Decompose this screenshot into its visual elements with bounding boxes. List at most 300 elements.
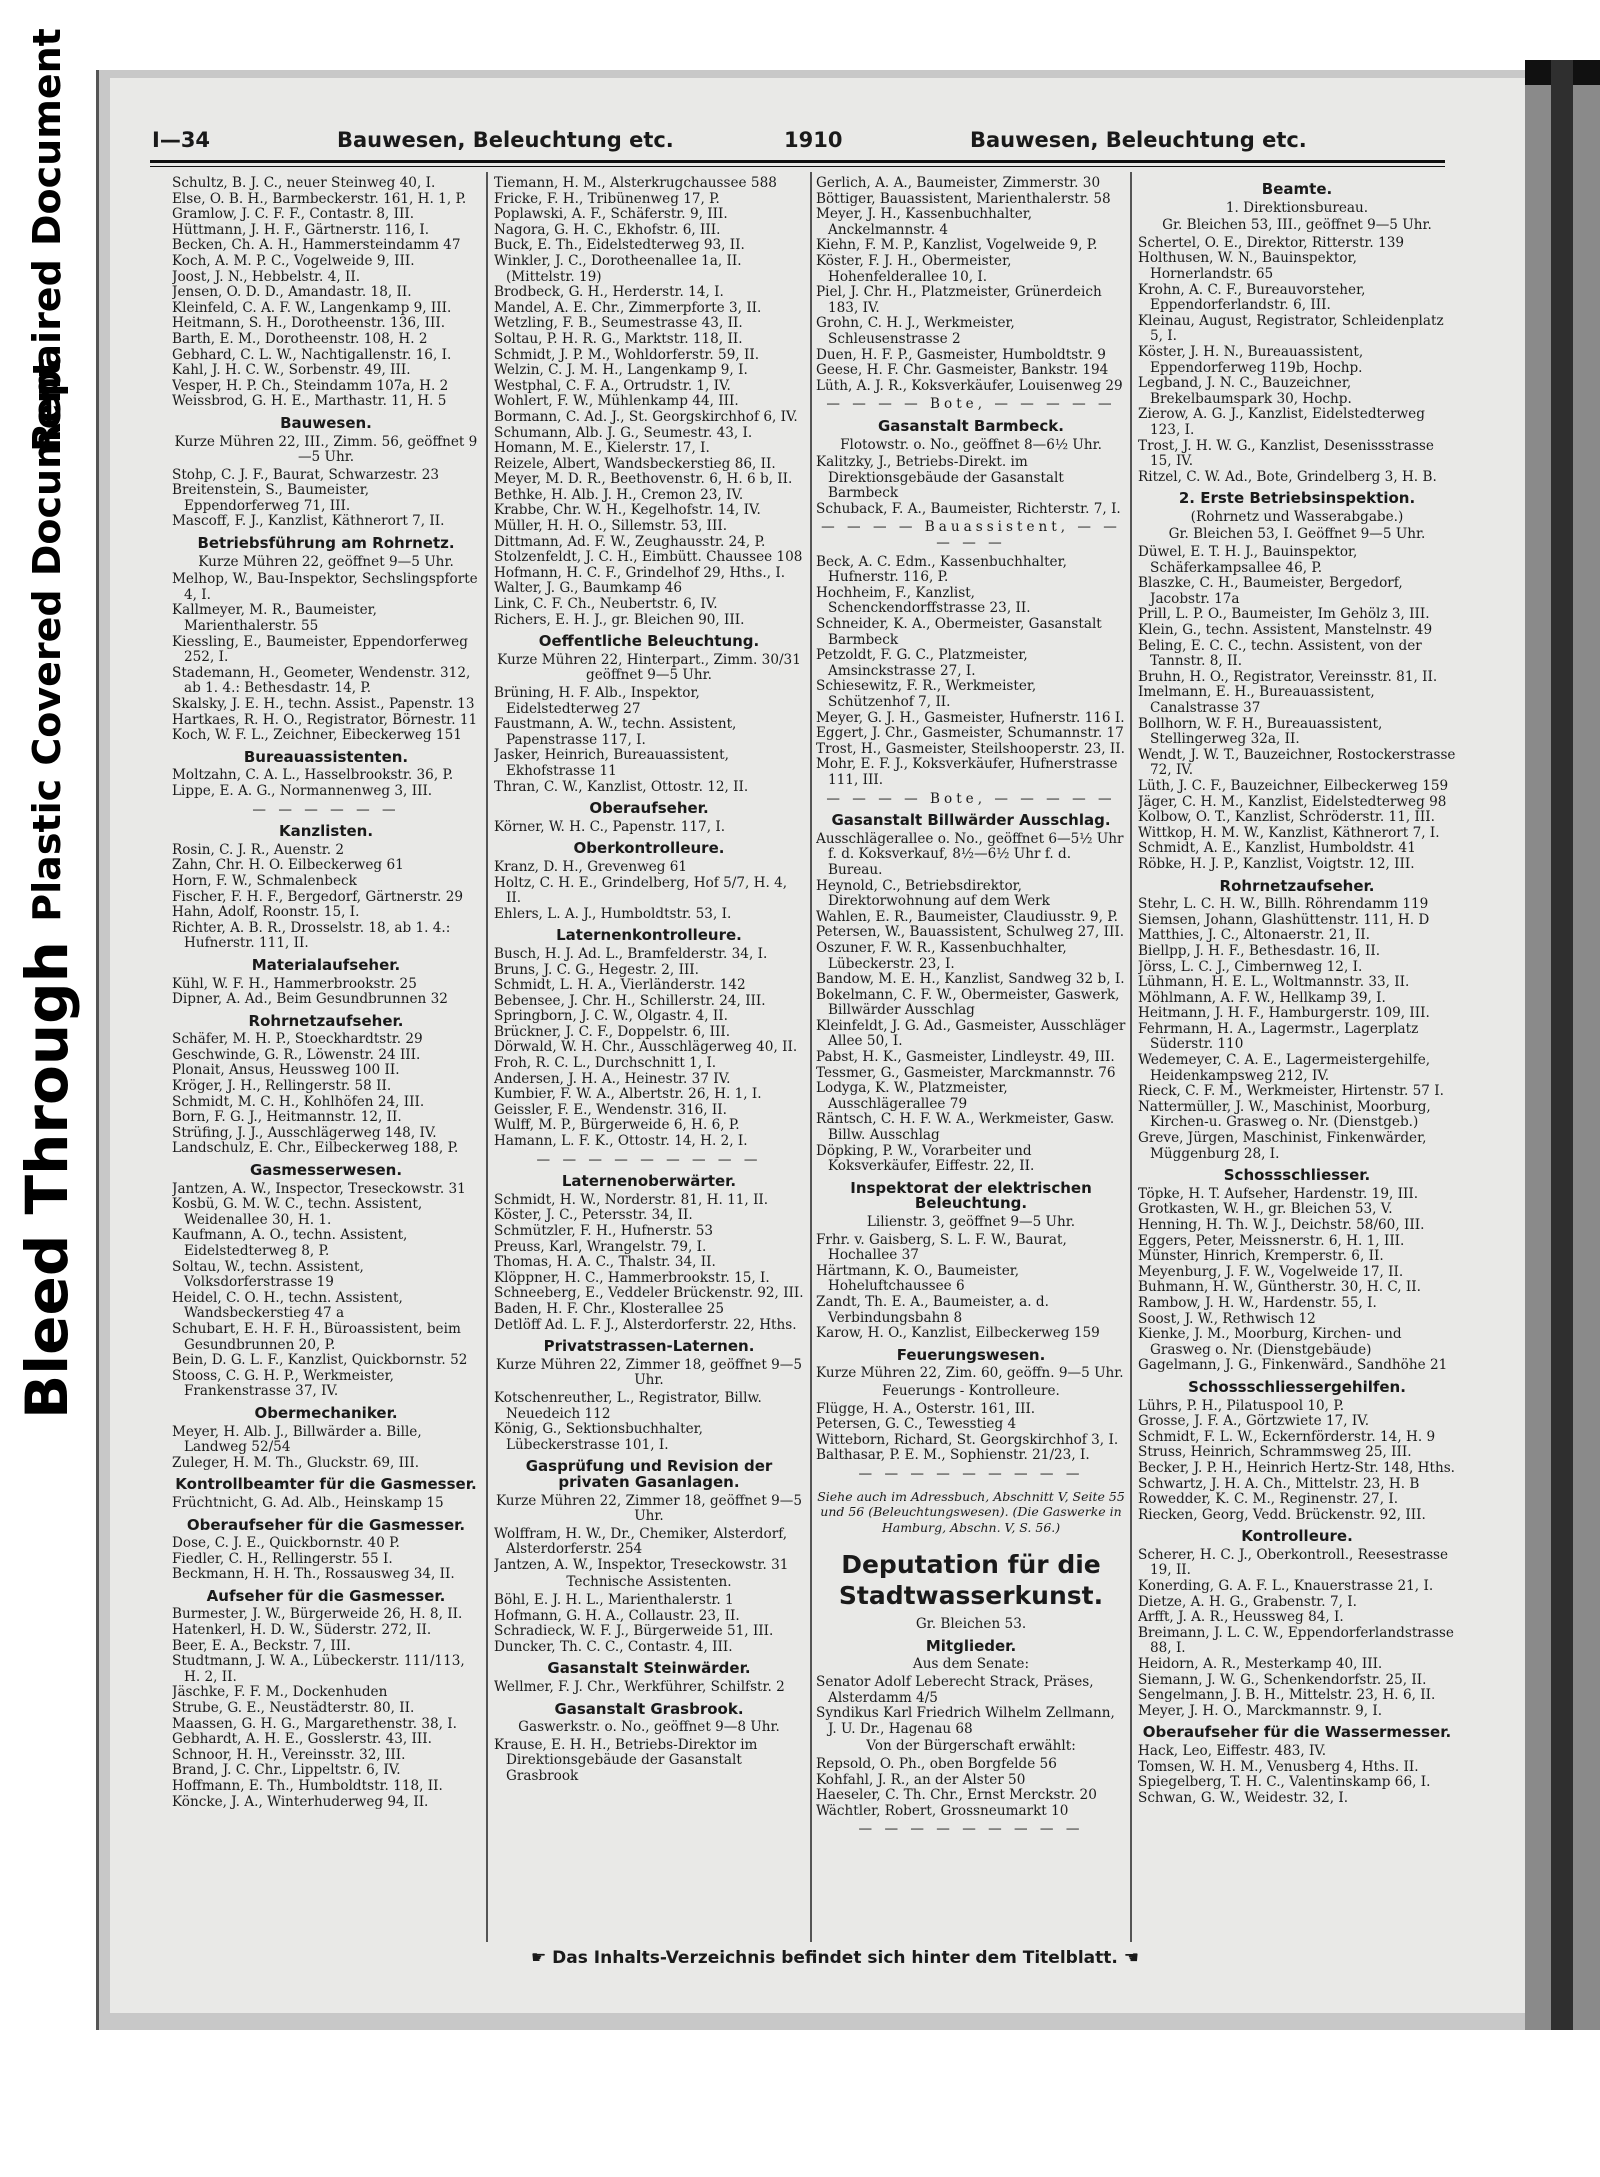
directory-entry: Preuss, Karl, Wrangelstr. 79, I. [494, 1238, 707, 1255]
directory-entry: Soltau, W., techn. Assistent, Volksdorferstrasse 19 [172, 1258, 364, 1291]
page-header [152, 128, 1442, 156]
directory-entry: Böttiger, Bauassistent, Marienthalerstr. 58 [816, 190, 1111, 207]
directory-entry: Breitenstein, S., Baumeister, Eppendorferweg 71, III. [172, 482, 370, 514]
directory-entry: Schiesewitz, F. R., Werkmeister, Schützenhof 7, II. [816, 678, 1037, 710]
directory-entry: Heidorn, A. R., Mesterkamp 40, III. [1138, 1656, 1383, 1673]
directory-entry: Bollhorn, W. F. H., Bureauassistent, Stellingerweg 32a, II. [1138, 715, 1383, 748]
directory-entry: Koch, A. M. P. C., Vogelweide 9, III. [172, 252, 415, 269]
directory-entry: Kalitzky, J., Betriebs-Direkt. im Direktionsgebäude der Gasanstalt Barmbeck [816, 454, 1064, 502]
header-year: 1910 [784, 128, 843, 152]
directory-entry: Wohlert, F. W., Mühlenkamp 44, III. [494, 393, 739, 410]
section-subheading: Gr. Bleichen 53. [915, 1616, 1027, 1633]
directory-entry: Joost, J. N., Hebbelstr. 4, II. [172, 268, 361, 285]
directory-entry: Gebhardt, A. H. E., Gosslerstr. 43, III. [172, 1731, 432, 1748]
directory-entry: Krause, E. H. H., Betriebs-Direktor im Direktionsgebäude der Gasanstalt Grasbrook [494, 1736, 758, 1784]
directory-entry: Härtmann, K. O., Baumeister, Hoheluftchaussee 6 [816, 1262, 1020, 1295]
column-3 [816, 176, 1126, 1941]
directory-entry: Rosin, C. J. R., Auenstr. 2 [172, 841, 345, 858]
section-heading: Gasanstalt Grasbrook. [554, 1699, 744, 1718]
directory-entry: Jörss, L. C. J., Cimbernweg 12, I. [1138, 958, 1363, 975]
directory-entry: Jäger, C. H. M., Kanzlist, Eidelstedterweg 98 [1138, 793, 1447, 810]
directory-entry: Strüfing, J. J., Ausschlägerweg 148, IV. [172, 1124, 437, 1141]
section-heading: Laternenoberwärter. [561, 1172, 737, 1191]
directory-entry: Pabst, H. K., Gasmeister, Lindleystr. 49, III. [816, 1049, 1115, 1066]
section-heading: Rohrnetzaufseher. [248, 1011, 404, 1030]
directory-entry: Eggert, J. Chr., Gasmeister, Schumannstr. 17 [816, 725, 1124, 742]
directory-entry: Töpke, H. T. Aufseher, Hardenstr. 19, III. [1138, 1185, 1419, 1202]
directory-entry: Dörwald, W. H. Chr., Ausschlägerweg 40, II. [494, 1039, 798, 1056]
directory-entry: Faustmann, A. W., techn. Assistent, Papenstrasse 117, I. [494, 716, 737, 748]
directory-entry: Wulff, M. P., Bürgerweide 6, H. 6, P. [494, 1117, 740, 1134]
directory-entry: Piel, J. Chr. H., Platzmeister, Grünerdeich 183, IV. [816, 284, 1102, 316]
directory-entry: Duen, H. F. P., Gasmeister, Humboldtstr. 9 [816, 346, 1106, 363]
directory-entry: Hochheim, F., Kanzlist, Schenckendorffstrasse 23, II. [816, 584, 1031, 617]
directory-entry: Barth, E. M., Dorotheenstr. 108, H. 2 [172, 330, 428, 347]
directory-entry: Soost, J. W., Rethwisch 12 [1138, 1310, 1316, 1327]
section-heading: Mitglieder. [925, 1636, 1017, 1655]
section-subheading: Gr. Bleichen 53, I. Geöffnet 9—5 Uhr. [1168, 526, 1426, 543]
section-heading: Bauwesen. [280, 413, 372, 432]
directory-entry: Hahn, Adolf, Roonstr. 15, I. [172, 904, 360, 921]
directory-entry: Schmidt, F. L. W., Eckernförderstr. 14, H. 9 [1138, 1428, 1436, 1445]
section-subheading: Kurze Mühren 22, III., Zimm. 56, geöffnet 9—5 Uhr. [174, 433, 478, 466]
directory-entry: Wittkop, H. M. W., Kanzlist, Käthnerort 7, I. [1138, 824, 1440, 841]
directory-entry: Klein, G., techn. Assistent, Manstelnstr. 49 [1138, 622, 1433, 639]
directory-entry: Holthusen, W. N., Bauinspektor, Hornerlandstr. 65 [1138, 250, 1357, 282]
directory-entry: Jäschke, F. F. M., Dockenhuden [172, 1684, 388, 1701]
directory-entry: Buck, E. Th., Eidelstedterweg 93, II. [494, 237, 745, 254]
directory-entry: Kaufmann, A. O., techn. Assistent, Eidelstedterweg 8, P. [172, 1227, 408, 1259]
directory-entry: Meyer, G. J. H., Gasmeister, Hufnerstr. 116 I. [816, 709, 1125, 726]
section-heading: Gasmesserwesen. [249, 1161, 403, 1180]
directory-entry: Jantzen, A. W., Inspector, Treseckowstr. 31 [172, 1180, 466, 1197]
directory-entry: Prill, L. P. O., Baumeister, Im Gehölz 3, III. [1138, 606, 1430, 623]
directory-entry: Stolzenfeldt, J. C. H., Eimbütt. Chaussee 108 [494, 549, 803, 566]
column-divider [486, 172, 488, 1942]
directory-entry: Busch, H. J. Ad. L., Bramfelderstr. 34, I. [494, 945, 768, 962]
directory-entry: Zierow, A. G. J., Kanzlist, Eidelstedterweg 123, I. [1138, 406, 1425, 438]
directory-entry: Kröger, J. H., Rellingerstr. 58 II. [172, 1078, 392, 1095]
directory-entry: Jensen, O. D. D., Amandastr. 18, II. [172, 284, 412, 301]
directory-entry: Böhl, E. J. H. L., Marienthalerstr. 1 [494, 1592, 734, 1609]
directory-entry: Fiedler, C. H., Rellingerstr. 55 I. [172, 1550, 393, 1567]
directory-entry: Beckmann, H. H. Th., Rossausweg 34, II. [172, 1566, 455, 1583]
sidebar-labels [0, 28, 95, 1730]
directory-entry: Weissbrod, G. H. E., Marthastr. 11, H. 5 [172, 393, 447, 410]
section-heading: Oberaufseher für die Gasmesser. [186, 1515, 466, 1534]
directory-entry: Wächtler, Robert, Grossneumarkt 10 [816, 1802, 1069, 1819]
directory-entry: Meyer, M. D. R., Beethovenstr. 6, H. 6 b, II. [494, 471, 793, 488]
directory-entry: Hack, Leo, Eiffestr. 483, IV. [1138, 1743, 1327, 1759]
directory-entry: Stademann, H., Geometer, Wendenstr. 312, ab 1. 4.: Bethesdastr. 14, P. [172, 664, 471, 697]
section-subheading: Flotowstr. o. No., geöffnet 8—6½ Uhr. [840, 436, 1102, 453]
directory-entry: Koch, W. F. L., Zeichner, Eibeckerweg 151 [172, 727, 462, 744]
directory-entry: Breimann, J. L. C. W., Eppendorferlandstrasse 88, I. [1138, 1624, 1454, 1657]
directory-entry: Düwel, E. T. H. J., Bauinspektor, Schäferkampsallee 46, P. [1138, 544, 1358, 576]
directory-entry: Schuback, F. A., Baumeister, Richterstr. 7, I. [816, 500, 1121, 517]
section-subheading: Aus dem Senate: [912, 1656, 1030, 1673]
directory-entry: Dose, C. J. E., Quickbornstr. 40 P. [172, 1535, 400, 1552]
directory-entry: Heidel, C. O. H., techn. Assistent, Wandsbeckerstieg 47 a [172, 1289, 403, 1322]
directory-entry: Schubart, E. H. F. H., Büroassistent, beim Gesundbrunnen 20, P. [172, 1320, 461, 1353]
directory-entry: Meyer, J. H., Kassenbuchhalter, Anckelmannstr. 4 [816, 206, 1033, 238]
directory-entry: Andersen, J. H. A., Heinestr. 37 IV. [494, 1070, 731, 1087]
directory-entry: Richers, E. H. J., gr. Bleichen 90, III. [494, 611, 745, 628]
directory-entry: Richter, A. B. R., Drosselstr. 18, ab 1. 4.: Hufnerstr. 111, II. [172, 919, 451, 952]
directory-entry: Geese, H. F. Chr. Gasmeister, Bankstr. 194 [816, 362, 1109, 379]
directory-entry: Hofmann, H. C. F., Grindelhof 29, Hths., I. [494, 564, 786, 581]
directory-entry: Konerding, G. A. F. L., Knauerstrasse 21, I. [1138, 1578, 1434, 1595]
directory-entry: Greve, Jürgen, Maschinist, Finkenwärder, Müggenburg 28, I. [1138, 1130, 1427, 1162]
section-heading: 2. Erste Betriebsinspektion. [1178, 489, 1416, 508]
directory-entry: Soltau, P. H. R. G., Marktstr. 118, II. [494, 330, 743, 347]
section-subheading: Gaswerkstr. o. No., geöffnet 9—8 Uhr. [518, 1719, 780, 1736]
directory-entry: Froh, R. C. L., Durchschnitt 1, I. [494, 1055, 717, 1072]
directory-entry: Heynold, C., Betriebsdirektor, Direktorwohnung auf dem Werk [816, 877, 1050, 910]
directory-entry: Fehrmann, H. A., Lagermstr., Lagerplatz Süderstr. 110 [1138, 1020, 1419, 1053]
directory-entry: Hamann, L. F. K., Ottostr. 14, H. 2, I. [494, 1133, 748, 1150]
directory-entry: Münster, Hinrich, Kremperstr. 6, II. [1138, 1248, 1384, 1265]
directory-entry: Winkler, J. C., Dorotheenallee 1a, II. (Mittelstr. 19) [494, 252, 742, 285]
directory-entry: Hatenkerl, H. D. W., Süderstr. 272, II. [172, 1622, 432, 1639]
directory-entry: Kumbier, F. W. A., Albertstr. 26, H. 1, I. [494, 1086, 762, 1103]
directory-entry: Kleinfeld, C. A. F. W., Langenkamp 9, III. [172, 299, 452, 316]
section-heading: Schossschliessergehilfen. [1188, 1377, 1406, 1396]
directory-entry: Geissler, F. E., Wendenstr. 316, II. [494, 1101, 727, 1118]
section-heading: Gasanstalt Barmbeck. [878, 416, 1064, 435]
directory-entry: Dipner, A. Ad., Beim Gesundbrunnen 32 [172, 991, 448, 1008]
directory-entry: Detlöff Ad. L. F. J., Alsterdorferstr. 22, Hths. [494, 1316, 797, 1333]
directory-entry: Krohn, A. C. F., Bureauvorsteher, Eppendorferlandstr. 6, III. [1138, 281, 1366, 314]
directory-entry: Link, C. F. Ch., Neubertstr. 6, IV. [494, 596, 718, 613]
reference-note: Siehe auch im Adressbuch, Abschnitt V, Seite 55 und 56 (Beleuchtungswesen). (Die Gaswerke in Hamburg, Abschn. V, S. 56.) [817, 1488, 1125, 1535]
directory-entry: Schäfer, M. H. P., Stoeckhardtstr. 29 [172, 1031, 423, 1048]
directory-entry: Grotkasten, W. H., gr. Bleichen 53, V. [1138, 1201, 1393, 1218]
directory-entry: Moltzahn, C. A. L., Hasselbrookstr. 36, P. [172, 767, 454, 784]
directory-entry: Schmützler, F. H., Hufnerstr. 53 [494, 1223, 714, 1239]
section-subheading: (Rohrnetz und Wasserabgabe.) [1190, 508, 1404, 525]
section-heading: Kontrollbeamter für die Gasmesser. [175, 1475, 477, 1494]
directory-entry: Schneider, K. A., Obermeister, Gasanstalt Barmbeck [816, 616, 1102, 648]
directory-entry: Petersen, G. C., Tewesstieg 4 [816, 1416, 1017, 1433]
directory-entry: Else, O. B. H., Barmbeckerstr. 161, H. 1, P. [172, 190, 467, 207]
directory-entry: Reizele, Albert, Wandsbeckerstieg 86, II. [494, 455, 776, 472]
directory-entry: Zuleger, H. M. Th., Gluckstr. 69, III. [172, 1454, 420, 1471]
directory-entry: Lührs, P. H., Pilatuspool 10, P. [1138, 1397, 1345, 1414]
directory-entry: Landschulz, E. Chr., Eilbeckerweg 188, P. [172, 1140, 459, 1157]
column-2 [494, 176, 804, 1941]
directory-entry: Kranz, D. H., Grevenweg 61 [494, 858, 688, 875]
directory-entry: Röbke, H. J. P., Kanzlist, Voigtstr. 12, III. [1138, 855, 1415, 872]
directory-entry: Scherer, H. C. J., Oberkontroll., Reesestrasse 19, II. [1138, 1546, 1449, 1579]
directory-entry: Kleinau, August, Registrator, Schleidenplatz 5, I. [1138, 312, 1444, 345]
directory-entry: Dietze, A. H. G., Grabenstr. 7, I. [1138, 1593, 1357, 1610]
directory-entry: Kurze Mühren 22, Zim. 60, geöffn. 9—5 Uhr. [816, 1365, 1124, 1382]
column-divider [810, 172, 812, 1942]
directory-entry: Klöppner, H. C., Hammerbrookstr. 15, I. [494, 1269, 770, 1286]
directory-entry: Petzoldt, F. G. C., Platzmeister, Amsinckstrasse 27, I. [816, 647, 1028, 679]
directory-entry: Möhlmann, A. F. W., Hellkamp 39, I. [1138, 989, 1386, 1006]
directory-entry: Schwan, G. W., Weidestr. 32, I. [1138, 1789, 1349, 1806]
directory-entry: Horn, F. W., Schmalenbeck [172, 872, 357, 889]
label-repaired: Repaired Document [25, 28, 69, 452]
directory-entry: Hüttmann, J. H. F., Gärtnerstr. 116, I. [172, 221, 430, 238]
directory-entry: Stehr, L. C. H. W., Billh. Röhrendamm 119 [1138, 896, 1429, 913]
directory-entry: Walter, J. G., Baumkamp 46 [494, 580, 683, 597]
directory-entry: Kiehn, F. M. P., Kanzlist, Vogelweide 9, P. [816, 237, 1098, 254]
directory-entry: Hoffmann, E. Th., Humboldtstr. 118, II. [172, 1778, 443, 1794]
directory-entry: Siemsen, Johann, Glashüttenstr. 111, H. D [1138, 911, 1430, 928]
directory-entry: Maassen, G. H. G., Margarethenstr. 38, I. [172, 1715, 457, 1732]
directory-entry: Hofmann, G. H. A., Collaustr. 23, II. [494, 1607, 740, 1624]
section-subheading: Gr. Bleichen 53, III., geöffnet 9—5 Uhr. [1162, 217, 1432, 234]
section-heading: Gasanstalt Steinwärder. [547, 1659, 751, 1678]
section-heading: Privatstrassen-Laternen. [543, 1337, 755, 1356]
section-heading: Oberkontrolleure. [573, 839, 725, 858]
directory-entry: Rowedder, K. C. M., Reginenstr. 27, I. [1138, 1491, 1399, 1508]
section-subheading: Feuerungs - Kontrolleure. [882, 1382, 1060, 1399]
directory-entry: Flügge, H. A., Osterstr. 161, III. [816, 1400, 1036, 1417]
directory-entry: Nagora, G. H. C., Ekhofstr. 6, III. [494, 221, 721, 238]
directory-entry: Frhr. v. Gaisberg, S. L. F. W., Baurat, Hochallee 37 [816, 1231, 1067, 1264]
directory-entry: Legband, J. N. C., Bauzeichner, Brekelbaumspark 30, Hochp. [1138, 375, 1352, 407]
directory-entry: Bruns, J. C. G., Hegestr. 2, III. [494, 961, 699, 978]
directory-entry: Schmidt, A. E., Kanzlist, Humboldstr. 41 [1138, 840, 1416, 857]
directory-entry: Henning, H. Th. W. J., Deichstr. 58/60, III. [1138, 1217, 1425, 1233]
directory-entry: Siemann, J. W. G., Schenkendorfstr. 25, II. [1138, 1671, 1427, 1688]
directory-entry: Ehlers, L. A. J., Humboldtstr. 53, I. [494, 905, 732, 922]
directory-entry: Kienke, J. M., Moorburg, Kirchen- und Grasweg o. Nr. (Dienstgebäude) [1138, 1326, 1402, 1358]
directory-entry: Kahl, J. H. C. W., Sorbenstr. 49, III. [172, 362, 411, 379]
directory-entry: Spiegelberg, T. H. C., Valentinskamp 66, I. [1138, 1774, 1431, 1791]
directory-entry: Wetzling, F. B., Seumestrasse 43, II. [494, 315, 743, 332]
directory-entry: Riecken, Georg, Vedd. Brückenstr. 92, III. [1138, 1506, 1426, 1523]
directory-entry: Zandt, Th. E. A., Baumeister, a. d. Verbindungsbahn 8 [816, 1293, 1049, 1326]
directory-entry: Tiemann, H. M., Alsterkrugchaussee 588 [494, 176, 777, 191]
directory-entry: Dittmann, Ad. F. W., Zeughausstr. 24, P. [494, 533, 766, 550]
directory-entry: Meyer, H. Alb. J., Billwärder a. Bille, Landweg 52/54 [172, 1423, 422, 1456]
directory-entry: Nattermüller, J. W., Maschinist, Moorburg, Kirchen-u. Grasweg o. Nr. (Dienstgeb.) [1138, 1098, 1431, 1131]
separator-line: — — — — — — [252, 801, 400, 818]
directory-entry: Bandow, M. E. H., Kanzlist, Sandweg 32 b, I. [816, 971, 1125, 988]
directory-entry: Bokelmann, C. F. W., Obermeister, Gaswerk, Billwärder Ausschlag [816, 986, 1120, 1019]
separator-line: — — — — — — — — — [858, 1465, 1084, 1482]
directory-entry: Schultz, B. J. C., neuer Steinweg 40, I. [172, 176, 436, 191]
directory-entry: Beer, E. A., Beckstr. 7, III. [172, 1637, 351, 1654]
directory-entry: Bethke, H. Alb. J. H., Cremon 23, IV. [494, 486, 744, 503]
directory-entry: Schmidt, H. W., Norderstr. 81, H. 11, II. [494, 1191, 769, 1208]
directory-entry: Ausschlägerallee o. No., geöffnet 6—5½ Uhr f. d. Koksverkauf, 8½—6½ Uhr f. d. Bureau. [816, 830, 1124, 878]
directory-entry: Becker, J. P. H., Heinrich Hertz-Str. 148, Hths. [1138, 1459, 1455, 1476]
section-heading: Kanzlisten. [278, 822, 374, 841]
directory-entry: Schmidt, J. P. M., Wohldorferstr. 59, II. [494, 346, 760, 363]
directory-entry: Gebhard, C. L. W., Nachtigallenstr. 16, I. [172, 346, 452, 363]
directory-entry: Kotschenreuther, L., Registrator, Billw. Neuedeich 112 [494, 1389, 762, 1422]
directory-entry: Imelmann, E. H., Bureauassistent, Canalstrasse 37 [1138, 684, 1375, 716]
directory-entry: Lüth, A. J. R., Koksverkäufer, Louisenweg 29 [816, 377, 1123, 394]
directory-entry: Beck, A. C. Edm., Kassenbuchhalter, Hufnerstr. 116, P. [816, 553, 1067, 586]
section-subheading: Kurze Mühren 22, geöffnet 9—5 Uhr. [198, 553, 454, 570]
section-heading: Obermechaniker. [254, 1403, 398, 1422]
directory-entry: Struss, Heinrich, Schrammsweg 25, III. [1138, 1444, 1412, 1461]
directory-entry: Poplawski, A. F., Schäferstr. 9, III. [494, 206, 728, 223]
section-subheading: Kurze Mühren 22, Hinterpart., Zimm. 30/31 geöffnet 9—5 Uhr. [497, 651, 801, 684]
directory-entry: Köster, J. H. N., Bureauassistent, Eppendorferweg 119b, Hochp. [1138, 343, 1364, 376]
directory-entry: Schnoor, H. H., Vereinsstr. 32, III. [172, 1746, 406, 1763]
directory-entry: Rambow, J. H. W., Hardenstr. 55, I. [1138, 1294, 1377, 1311]
section-heading: Laternenkontrolleure. [556, 926, 742, 945]
section-heading: Kontrolleure. [1241, 1527, 1353, 1546]
directory-entry: Schumann, Alb. J. G., Seumestr. 43, I. [494, 424, 753, 441]
section-heading: Gasanstalt Billwärder Ausschlag. [831, 811, 1111, 830]
section-subheading: Kurze Mühren 22, Zimmer 18, geöffnet 9—5 Uhr. [495, 1356, 803, 1389]
header-rule-thin [150, 166, 1445, 167]
page-number: I—34 [152, 128, 211, 152]
directory-entry: König, G., Sektionsbuchhalter, Lübeckerstrasse 101, I. [494, 1421, 703, 1453]
directory-entry: Köster, J. C., Petersstr. 34, II. [494, 1207, 693, 1224]
separator-line: — — — — — — — — — [536, 1151, 762, 1168]
directory-entry: Lippe, E. A. G., Normannenweg 3, III. [172, 782, 433, 799]
directory-entry: Mandel, A. E. Chr., Zimmerpforte 3, II. [494, 299, 762, 316]
header-rule [150, 160, 1445, 163]
directory-entry: Brüning, H. F. Alb., Inspektor, Eidelstedterweg 27 [494, 685, 700, 717]
directory-entry: Lühmann, H. E. L., Woltmannstr. 33, II. [1138, 974, 1410, 991]
directory-entry: Studtmann, J. W. A., Lübeckerstr. 111/113, H. 2, II. [172, 1653, 465, 1685]
directory-entry: Schmidt, L. H. A., Vierländerstr. 142 [494, 977, 746, 994]
directory-entry: Vesper, H. P. Ch., Steindamm 107a, H. 2 [172, 377, 449, 394]
directory-entry: Karow, H. O., Kanzlist, Eilbeckerweg 159 [816, 1325, 1100, 1342]
header-title-right: Bauwesen, Beleuchtung etc. [970, 128, 1307, 152]
directory-entry: Oszuner, F. W. R., Kassenbuchhalter, Lübeckerstr. 23, I. [816, 939, 1067, 972]
directory-entry: Beling, E. C. C., techn. Assistent, von der Tannstr. 8, II. [1138, 637, 1422, 670]
separator-line: — — — — Bote, — — — — — [826, 790, 1116, 807]
directory-entry: Brückner, J. C. F., Doppelstr. 6, III. [494, 1023, 731, 1040]
directory-entry: Senator Adolf Leberecht Strack, Präses, Alsterdamm 4/5 [816, 1674, 1094, 1706]
directory-entry: Jasker, Heinrich, Bureauassistent, Ekhofstrasse 11 [494, 747, 729, 779]
directory-entry: Heitmann, J. H. F., Hamburgerstr. 109, III. [1138, 1005, 1430, 1022]
section-subheading: Von der Bürgerschaft erwählt: [866, 1738, 1076, 1755]
directory-entry: Haeseler, C. Th. Chr., Ernst Merckstr. 20 [816, 1787, 1097, 1804]
section-heading: Inspektorat der elektrischen Beleuchtung. [850, 1178, 1092, 1213]
directory-entry: Fischer, F. H. F., Bergedorf, Gärtnerstr. 29 [172, 888, 464, 905]
section-heading: Oberaufseher für die Wassermesser. [1142, 1723, 1452, 1742]
directory-entry: Born, F. G. J., Heitmannstr. 12, II. [172, 1109, 402, 1126]
directory-entry: Meyer, J. H. O., Marckmannstr. 9, I. [1138, 1702, 1383, 1719]
directory-entry: Meyenburg, J. F. W., Vogelweide 17, II. [1138, 1263, 1404, 1280]
directory-entry: Bormann, C. Ad. J., St. Georgskirchhof 6, IV. [494, 408, 798, 425]
directory-entry: Lodyga, K. W., Platzmeister, Ausschlägerallee 79 [816, 1080, 1008, 1112]
section-heading: Bureauassistenten. [243, 747, 409, 766]
header-title-left: Bauwesen, Beleuchtung etc. [337, 128, 674, 152]
directory-entry: Trost, J. H. W. G., Kanzlist, Desenissstrasse 15, IV. [1138, 437, 1434, 470]
separator-line: — — — — Bote, — — — — — [826, 396, 1116, 413]
section-heading: Gasprüfung und Revision der privaten Gasanlagen. [525, 1457, 773, 1491]
directory-entry: Mascoff, F. J., Kanzlist, Käthnerort 7, II. [172, 513, 445, 530]
label-bleed-through: Bleed Through [13, 941, 81, 1419]
directory-entry: Welzin, C. J. M. H., Langenkamp 9, I. [494, 362, 748, 379]
directory-entry: Wendt, J. W. T., Bauzeichner, Rostockerstrasse 72, IV. [1138, 746, 1456, 779]
section-heading: Oberaufseher. [589, 799, 709, 818]
directory-entry: Skalsky, J. E. H., techn. Assist., Papenstr. 13 [172, 696, 475, 712]
directory-entry: Trost, H., Gasmeister, Steilshooperstr. 23, II. [816, 740, 1125, 757]
directory-entry: Kiessling, E., Baumeister, Eppendorferweg 252, I. [172, 633, 468, 666]
directory-entry: Kosbü, G. M. W. C., techn. Assistent, Weidenallee 30, H. 1. [172, 1196, 423, 1228]
directory-entry: Früchtnicht, G. Ad. Alb., Heinskamp 15 [172, 1494, 444, 1511]
directory-entry: Eggers, Peter, Meissnerstr. 6, H. 1, III. [1138, 1232, 1405, 1249]
directory-entry: Rieck, C. F. M., Werkmeister, Hirtenstr. 57 I. [1138, 1083, 1444, 1100]
directory-entry: Burmester, J. W., Bürgerweide 26, H. 8, II. [172, 1606, 463, 1623]
directory-entry: Geschwinde, G. R., Löwenstr. 24 III. [172, 1046, 421, 1063]
directory-entry: Stooss, C. G. H. P., Werkmeister, Frankenstrasse 37, IV. [172, 1367, 394, 1400]
directory-entry: Bebensee, J. Chr. H., Schillerstr. 24, III. [494, 992, 766, 1009]
directory-entry: Schertel, O. E., Direktor, Ritterstr. 139 [1138, 234, 1404, 251]
directory-entry: Brand, J. C. Chr., Lippeltstr. 6, IV. [172, 1762, 401, 1779]
directory-entry: Petersen, W., Bauassistent, Schulweg 27, III. [816, 924, 1125, 941]
directory-entry: Grohn, C. H. J., Werkmeister, Schleusenstrasse 2 [816, 315, 1015, 347]
directory-entry: Kühl, W. F. H., Hammerbrookstr. 25 [172, 975, 417, 992]
directory-entry: Gramlow, J. C. F. F., Contastr. 8, III. [172, 206, 415, 223]
directory-entry: Homann, M. E., Kielerstr. 17, I. [494, 440, 710, 457]
directory-entry: Brodbeck, G. H., Herderstr. 14, I. [494, 284, 724, 301]
directory-entry: Räntsch, C. H. F. W. A., Werkmeister, Gasw. Billw. Ausschlag [816, 1111, 1115, 1144]
directory-entry: Bein, D. G. L. F., Kanzlist, Quickbornstr. 52 [172, 1352, 468, 1369]
section-subheading: 1. Direktionsbureau. [1225, 199, 1369, 216]
directory-entry: Wahlen, E. R., Baumeister, Claudiusstr. 9, P. [816, 908, 1118, 925]
directory-entry: Schwartz, J. H. A. Ch., Mittelstr. 23, H. B [1138, 1475, 1420, 1492]
directory-entry: Melhop, W., Bau-Inspektor, Sechslingspforte 4, I. [172, 571, 478, 603]
directory-entry: Repsold, O. Ph., oben Borgfelde 56 [816, 1756, 1057, 1773]
directory-entry: Holtz, C. H. E., Grindelberg, Hof 5/7, H. 4, II. [494, 874, 788, 907]
directory-entry: Arfft, J. A. R., Heussweg 84, I. [1138, 1609, 1344, 1626]
directory-entry: Müller, H. H. O., Sillemstr. 53, III. [494, 518, 728, 535]
directory-entry: Kohfahl, J. R., an der Alster 50 [816, 1771, 1026, 1788]
directory-entry: Krabbe, Chr. W. H., Kegelhofstr. 14, IV. [494, 502, 761, 519]
section-subheading: Kurze Mühren 22, Zimmer 18, geöffnet 9—5 Uhr. [495, 1492, 803, 1525]
directory-entry: Grosse, J. F. A., Görtzwiete 17, IV. [1138, 1413, 1370, 1430]
section-heading: Feuerungswesen. [896, 1345, 1046, 1364]
separator-line: — — — — — — — — — [858, 1821, 1084, 1838]
column-4 [1138, 176, 1456, 1941]
section-heading: Materialaufseher. [251, 955, 401, 974]
separator-line: — — — — Bauassistent, — — — — — [821, 519, 1121, 552]
directory-entry: Gagelmann, J. G., Finkenwärd., Sandhöhe 21 [1138, 1357, 1448, 1374]
directory-entry: Springborn, J. C. W., Olgastr. 4, II. [494, 1008, 728, 1025]
directory-entry: Jantzen, A. W., Inspektor, Treseckowstr. 31 [494, 1556, 789, 1573]
section-subheading: Lilienstr. 3, geöffnet 9—5 Uhr. [866, 1214, 1076, 1230]
column-1 [172, 176, 480, 1941]
section-heading: Aufseher für die Gasmesser. [206, 1586, 446, 1605]
directory-entry: Witteborn, Richard, St. Georgskirchhof 3, I. [816, 1431, 1119, 1448]
directory-entry: Körner, W. H. C., Papenstr. 117, I. [494, 818, 726, 835]
directory-entry: Strube, G. E., Neustädterstr. 80, II. [172, 1700, 415, 1717]
directory-entry: Wolffram, H. W., Dr., Chemiker, Alsterdorf, Alsterdorferstr. 254 [494, 1525, 788, 1558]
directory-entry: Tomsen, W. H. M., Venusberg 4, Hths. II. [1138, 1758, 1419, 1775]
directory-entry: Wedemeyer, C. A. E., Lagermeistergehilfe, Heidenkampsweg 212, IV. [1138, 1052, 1431, 1084]
directory-entry: Kallmeyer, M. R., Baumeister, Marienthalerstr. 55 [172, 602, 377, 635]
directory-entry: Becken, Ch. A. H., Hammersteindamm 47 [172, 237, 461, 254]
directory-entry: Syndikus Karl Friedrich Wilhelm Zellmann, J. U. Dr., Hagenau 68 [816, 1705, 1115, 1737]
directory-entry: Blaszke, C. H., Baumeister, Bergedorf, Jacobstr. 17a [1138, 575, 1403, 607]
directory-entry: Ritzel, C. W. Ad., Bote, Grindelberg 3, H. B. [1138, 468, 1437, 485]
directory-entry: Matthies, J. C., Altonaerstr. 21, II. [1138, 927, 1370, 944]
footer-note: ☛ Das Inhalts-Verzeichnis befindet sich hinter dem Titelblatt. ☚ [531, 1948, 1139, 1968]
directory-entry: Gerlich, A. A., Baumeister, Zimmerstr. 30 [816, 176, 1101, 191]
directory-entry: Tessmer, G., Gasmeister, Marckmannstr. 76 [816, 1064, 1116, 1081]
directory-entry: Wellmer, F. J. Chr., Werkführer, Schilfstr. 2 [494, 1679, 785, 1696]
label-plastic-covered: Plastic Covered Document [25, 358, 69, 922]
directory-entry: Buhmann, H. W., Güntherstr. 30, H. C, II. [1138, 1279, 1421, 1296]
directory-entry: Duncker, Th. C. C., Contastr. 4, III. [494, 1638, 733, 1655]
